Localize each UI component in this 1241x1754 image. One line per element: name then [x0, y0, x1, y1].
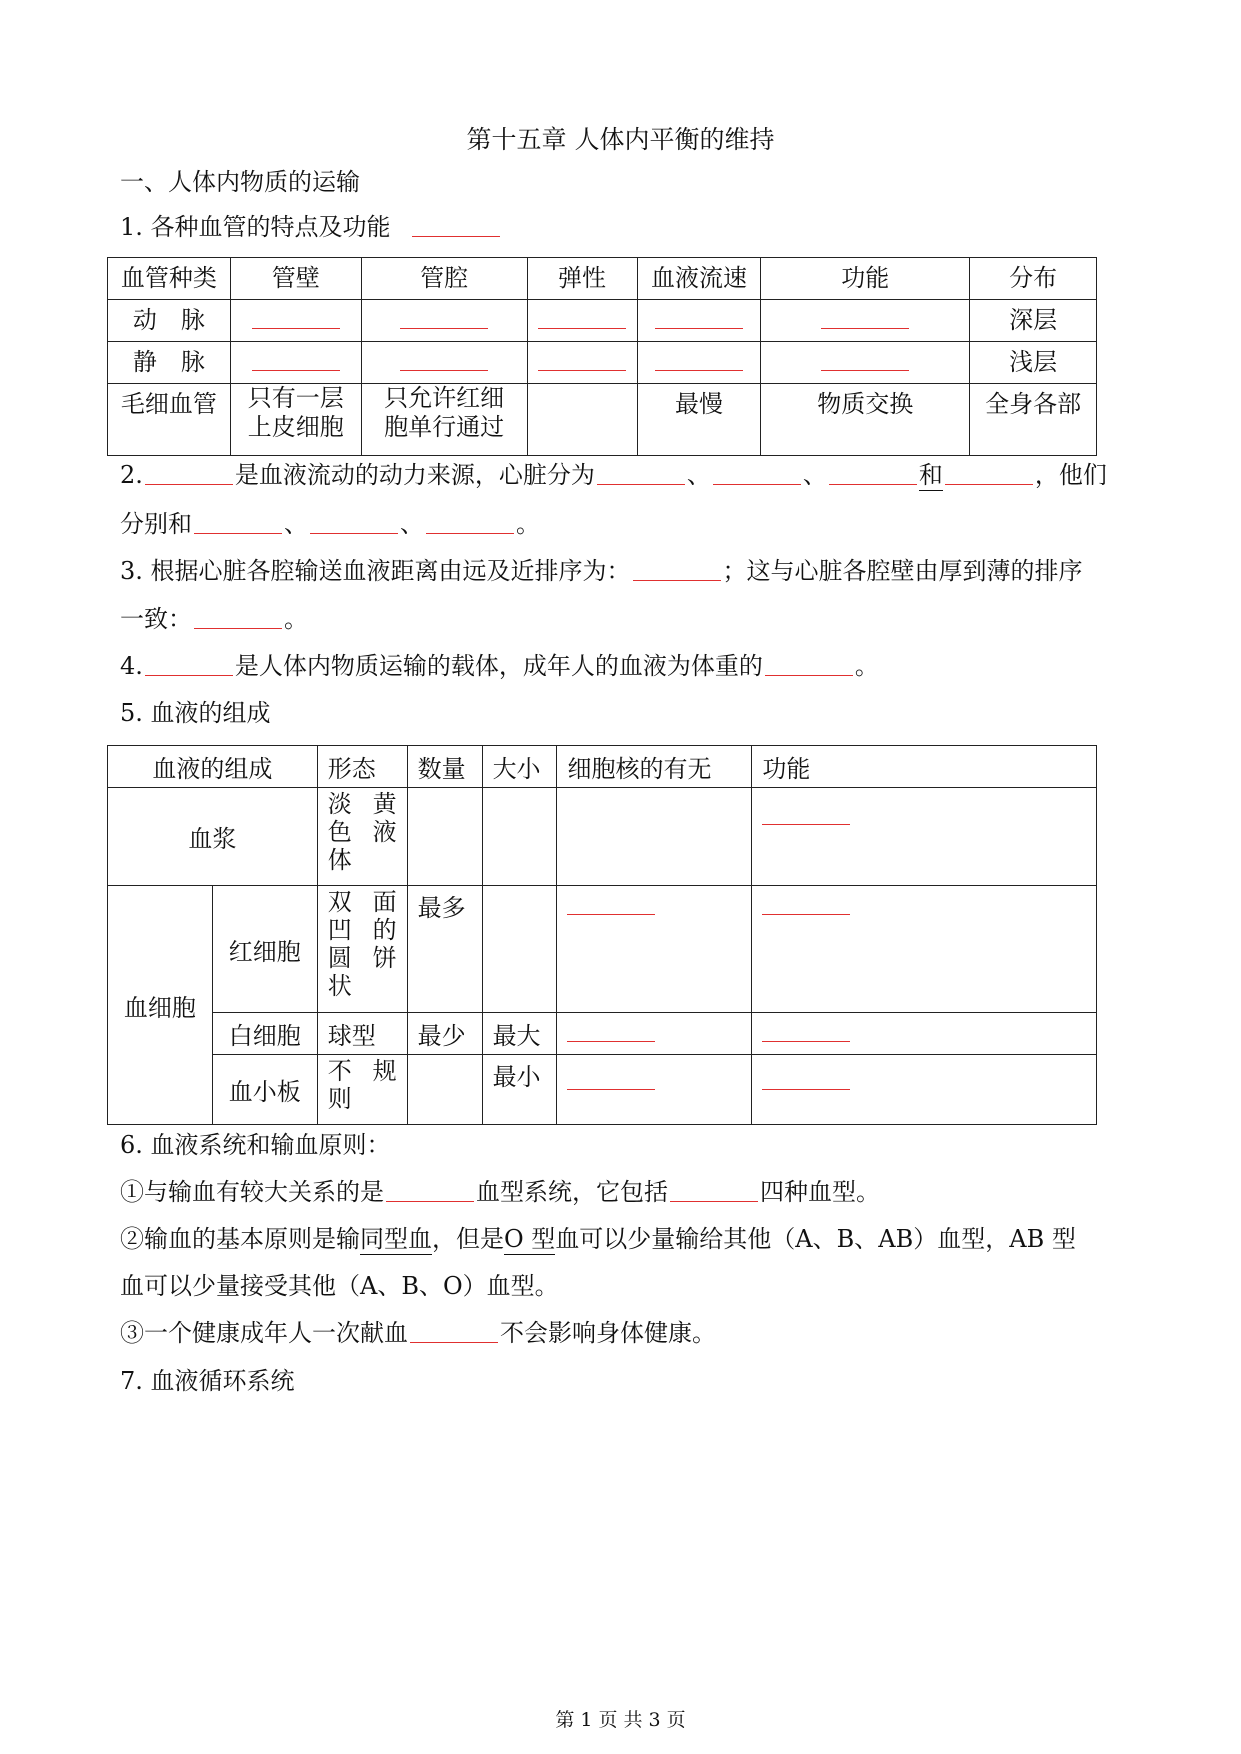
- table-row-artery: [108, 300, 1097, 342]
- answer-blank[interactable]: [412, 212, 500, 237]
- question-text: 血型系统，它包括: [476, 1178, 668, 1206]
- row-label: 动 脉: [108, 300, 231, 342]
- table-cell: [752, 1013, 1097, 1055]
- table-row-vein: [108, 342, 1097, 384]
- answer-blank[interactable]: [538, 304, 626, 329]
- table-row-platelet: [108, 1055, 1097, 1125]
- table-cell: [557, 1013, 752, 1055]
- question-3-line-1: [120, 556, 1083, 586]
- table-header-row: [108, 258, 1097, 300]
- header-cell: 管腔: [361, 258, 527, 300]
- table-cell: [761, 300, 970, 342]
- header-cell: 管壁: [230, 258, 361, 300]
- header-cell: 功能: [752, 746, 1097, 788]
- table-cell: [557, 788, 752, 886]
- answer-blank[interactable]: [567, 890, 655, 915]
- table-cell: [317, 788, 407, 886]
- header-cell: 血液的组成: [108, 746, 318, 788]
- answer-blank[interactable]: [762, 800, 850, 825]
- question-text: 1. 各种血管的特点及功能: [120, 213, 391, 241]
- row-label: 血小板: [212, 1055, 317, 1125]
- answer-blank[interactable]: [194, 604, 282, 629]
- answer-blank[interactable]: [762, 1065, 850, 1090]
- question-text: 是人体内物质运输的载体，成年人的血液为体重的: [234, 652, 763, 680]
- row-label: 红细胞: [212, 886, 317, 1013]
- question-text: 不会影响身体健康。: [500, 1319, 716, 1347]
- table-cell: [761, 342, 970, 384]
- answer-blank[interactable]: [400, 346, 488, 371]
- answer-blank[interactable]: [145, 460, 233, 485]
- question-6c: [120, 1318, 716, 1348]
- question-text: ，他们: [1034, 461, 1107, 489]
- header-cell: 大小: [482, 746, 557, 788]
- page-title: 第十五章 人体内平衡的维持: [466, 125, 775, 154]
- answer-blank[interactable]: [829, 460, 917, 485]
- answer-blank[interactable]: [655, 346, 743, 371]
- question-6: 6. 血液系统和输血原则：: [120, 1131, 391, 1159]
- table-cell: [317, 1055, 407, 1125]
- cell-text: 双面凹的圆饼状: [327, 888, 397, 1000]
- answer-blank[interactable]: [821, 304, 909, 329]
- question-6b-line-1: [120, 1224, 1076, 1254]
- question-5: 5. 血液的组成: [120, 699, 271, 727]
- separator: 、: [802, 461, 827, 489]
- question-2-line-2: [120, 509, 540, 539]
- answer-blank[interactable]: [762, 1017, 850, 1042]
- question-4: [120, 651, 879, 681]
- question-text: ①与输血有较大关系的是: [120, 1178, 384, 1206]
- table-cell: [637, 342, 761, 384]
- question-number: 4.: [120, 652, 143, 680]
- table-cell: [407, 788, 482, 886]
- table-cell: 只允许红细胞单行通过: [361, 384, 527, 456]
- header-cell: 弹性: [527, 258, 637, 300]
- question-2-line-1: [120, 460, 1107, 490]
- table-cell: 浅层: [970, 342, 1097, 384]
- table-cell: [527, 342, 637, 384]
- underlined-text: O 型: [504, 1225, 556, 1253]
- answer-blank[interactable]: [567, 1065, 655, 1090]
- question-text: ③一个健康成年人一次献血: [120, 1319, 408, 1347]
- answer-blank[interactable]: [426, 509, 514, 534]
- question-text: 一致：: [120, 605, 192, 633]
- table-cell: [407, 1055, 482, 1125]
- question-number: 2.: [120, 461, 143, 489]
- question-text: ②输血的基本原则是输: [120, 1225, 360, 1253]
- row-label: 白细胞: [212, 1013, 317, 1055]
- answer-blank[interactable]: [310, 509, 398, 534]
- section-heading: 一、人体内物质的运输: [120, 168, 360, 196]
- header-cell: 功能: [761, 258, 970, 300]
- table-cell: [482, 788, 557, 886]
- table-row-wbc: [108, 1013, 1097, 1055]
- table-row-capillary: [108, 384, 1097, 456]
- question-6b-line-2: 血可以少量接受其他（A、B、O）血型。: [120, 1272, 559, 1300]
- table-cell: [230, 300, 361, 342]
- question-text: 分别和: [120, 510, 192, 538]
- table-cell: 全身各部: [970, 384, 1097, 456]
- answer-blank[interactable]: [194, 509, 282, 534]
- table-cell: [361, 300, 527, 342]
- separator: 、: [284, 510, 308, 538]
- table-cell: [557, 1055, 752, 1125]
- table-cell: [752, 788, 1097, 886]
- answer-blank[interactable]: [670, 1177, 758, 1202]
- row-label: 静 脉: [108, 342, 231, 384]
- underlined-text: 和: [918, 461, 943, 489]
- question-text: 是血液流动的动力来源，心脏分为: [234, 461, 595, 489]
- table-row-plasma: [108, 788, 1097, 886]
- table-cell: [637, 300, 761, 342]
- answer-blank[interactable]: [252, 304, 340, 329]
- table-cell: 最大: [482, 1013, 557, 1055]
- question-text: ，但是: [432, 1225, 504, 1253]
- question-text: 四种血型。: [760, 1178, 880, 1206]
- table-cell: 深层: [970, 300, 1097, 342]
- row-label: 血细胞: [108, 886, 213, 1125]
- blood-composition-table: [107, 745, 1097, 1125]
- table-cell: 最慢: [637, 384, 761, 456]
- answer-blank[interactable]: [538, 346, 626, 371]
- cell-text: 淡黄色液体: [327, 790, 397, 874]
- table-cell: [527, 384, 637, 456]
- table-cell: [752, 886, 1097, 1013]
- punctuation: 。: [516, 510, 540, 538]
- punctuation: 。: [854, 652, 879, 680]
- answer-blank[interactable]: [945, 460, 1033, 485]
- table-cell: 只有一层上皮细胞: [230, 384, 361, 456]
- cell-text: 不规则: [327, 1057, 397, 1113]
- header-cell: 血液流速: [637, 258, 761, 300]
- answer-blank[interactable]: [597, 460, 685, 485]
- header-cell: 细胞核的有无: [557, 746, 752, 788]
- answer-blank[interactable]: [145, 651, 233, 676]
- punctuation: 。: [284, 605, 308, 633]
- answer-blank[interactable]: [762, 890, 850, 915]
- answer-blank[interactable]: [713, 460, 801, 485]
- table-cell: [230, 342, 361, 384]
- header-cell: 分布: [970, 258, 1097, 300]
- page-footer: 第 1 页 共 3 页: [555, 1709, 686, 1731]
- row-label: 血浆: [108, 788, 318, 886]
- table-cell: [482, 886, 557, 1013]
- table-cell: [361, 342, 527, 384]
- header-cell: 数量: [407, 746, 482, 788]
- answer-blank[interactable]: [765, 651, 853, 676]
- answer-blank[interactable]: [567, 1017, 655, 1042]
- answer-blank[interactable]: [410, 1318, 498, 1343]
- question-7: 7. 血液循环系统: [120, 1367, 295, 1395]
- table-cell: 最小: [482, 1055, 557, 1125]
- question-3-line-2: [120, 604, 308, 634]
- question-text: 血可以少量输给其他（A、B、AB）血型，AB 型: [555, 1225, 1076, 1253]
- header-cell: 形态: [317, 746, 407, 788]
- table-cell: [752, 1055, 1097, 1125]
- answer-blank[interactable]: [386, 1177, 474, 1202]
- table-cell: 最多: [407, 886, 482, 1013]
- table-row-rbc: [108, 886, 1097, 1013]
- question-1: [120, 212, 502, 242]
- question-text: ；这与心脏各腔壁由厚到薄的排序: [722, 557, 1083, 585]
- underlined-text: 同型血: [360, 1225, 432, 1253]
- answer-blank[interactable]: [633, 556, 721, 581]
- table-header-row: [108, 746, 1097, 788]
- answer-blank[interactable]: [400, 304, 488, 329]
- answer-blank[interactable]: [655, 304, 743, 329]
- table-cell: [317, 886, 407, 1013]
- answer-blank[interactable]: [821, 346, 909, 371]
- table-cell: 物质交换: [761, 384, 970, 456]
- answer-blank[interactable]: [252, 346, 340, 371]
- table-cell: [527, 300, 637, 342]
- separator: 、: [400, 510, 424, 538]
- row-label: 毛细血管: [108, 384, 231, 456]
- question-6a: [120, 1177, 880, 1207]
- blood-vessel-table: [107, 257, 1097, 456]
- header-cell: 血管种类: [108, 258, 231, 300]
- table-cell: 球型: [317, 1013, 407, 1055]
- question-text: 3. 根据心脏各腔输送血液距离由远及近排序为：: [120, 557, 631, 585]
- table-cell: [557, 886, 752, 1013]
- table-cell: 最少: [407, 1013, 482, 1055]
- separator: 、: [686, 461, 711, 489]
